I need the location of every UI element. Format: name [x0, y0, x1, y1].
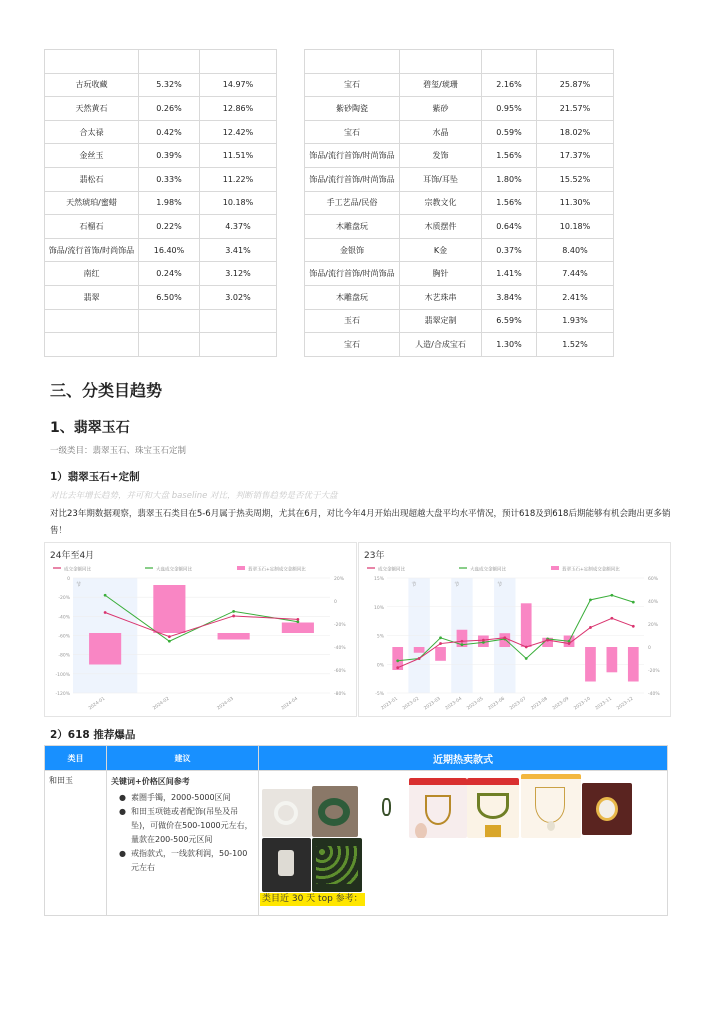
table-cell: 16.40% — [139, 238, 200, 262]
table-cell: 翡翠 — [45, 285, 139, 309]
table-row — [305, 144, 614, 168]
table-cell — [200, 309, 277, 333]
table-cell: 0.37% — [482, 238, 537, 262]
x-tick-label: 2023-08 — [530, 696, 549, 712]
table-cell: 翡翠定制 — [400, 309, 482, 333]
table-cell: 紫砂 — [400, 97, 482, 121]
rec-advice-cell — [107, 771, 259, 916]
bar — [585, 647, 596, 682]
bar — [218, 633, 250, 640]
x-tick-label: 2023-10 — [573, 696, 592, 712]
left-category-table — [44, 49, 277, 357]
subcategory-line: 一级类目：翡翠玉石、珠宝玉石定制 — [50, 446, 187, 456]
table-cell: 1.98% — [139, 191, 200, 215]
table-row — [305, 167, 614, 191]
legend-swatch — [237, 566, 245, 570]
table-row — [45, 120, 277, 144]
rec-category: 和田玉 — [49, 776, 73, 785]
table-cell: 碧玺/琥珊 — [400, 73, 482, 97]
y2-tick-label: -40% — [334, 646, 346, 651]
col-header-hot-styles: 近期热卖款式 — [259, 746, 668, 771]
table-cell: 15.52% — [537, 167, 614, 191]
advice-bullet: ● 素圈手镯，2000-5000区间 — [119, 791, 254, 805]
y-tick-label: -80% — [58, 653, 70, 659]
table-cell: 0.22% — [139, 215, 200, 239]
table-cell: 1.93% — [537, 309, 614, 333]
legend-label: 成交金额同比 — [64, 567, 91, 573]
line-total-point — [418, 657, 421, 660]
table-cell: 18.02% — [537, 120, 614, 144]
x-tick-label: 2024-03 — [216, 696, 235, 712]
table-cell — [400, 50, 482, 74]
right-category-table — [304, 49, 614, 357]
y2-tick-label: -80% — [334, 692, 346, 697]
y-tick-label: 0% — [376, 663, 384, 669]
table-cell: 石榴石 — [45, 215, 139, 239]
line-market-point — [610, 594, 613, 597]
line-total-point — [503, 636, 506, 639]
rec-category-cell — [45, 771, 107, 916]
bar — [414, 647, 425, 653]
table-cell: 5.32% — [139, 73, 200, 97]
advice-bullet: ● 戒指款式，一线款利润，50-100元左右 — [119, 847, 254, 875]
x-tick-label: 2023-04 — [444, 696, 464, 712]
table-cell: 木艺珠串 — [400, 285, 482, 309]
hint-text: 对比去年增长趋势，并可和大盘 baseline 对比，判断销售趋势是否优于大盘 — [50, 491, 338, 501]
table-cell — [139, 50, 200, 74]
y2-tick-label: 20% — [334, 577, 345, 582]
table-cell: 宝石 — [305, 333, 400, 357]
table-cell: 10.18% — [537, 215, 614, 239]
x-tick-label: 2024-02 — [152, 696, 171, 712]
y-tick-label: -5% — [375, 692, 384, 697]
table-cell: 10.18% — [200, 191, 277, 215]
keyword-title: 关键词+价格区间参考 — [111, 777, 190, 786]
line-market-point — [104, 594, 107, 597]
table-cell: 饰品/流行首饰/时尚饰品 — [305, 262, 400, 286]
table-cell: 金丝玉 — [45, 144, 139, 168]
table-row — [305, 285, 614, 309]
table-cell — [139, 333, 200, 357]
band-label: 节 — [76, 582, 82, 588]
chart-2023 — [358, 542, 671, 717]
y-tick-label: 5% — [376, 634, 384, 640]
line-total-point — [546, 639, 549, 642]
subsection-title: 1、翡翠玉石 — [50, 420, 130, 436]
table-cell: 0.64% — [482, 215, 537, 239]
table-cell: 1.52% — [537, 333, 614, 357]
table-row — [45, 191, 277, 215]
table-cell: 水晶 — [400, 120, 482, 144]
line-total-point — [568, 642, 571, 645]
table-cell: 12.86% — [200, 97, 277, 121]
bar — [282, 623, 314, 634]
table-cell: 古玩收藏 — [45, 73, 139, 97]
table-cell — [139, 309, 200, 333]
table-cell: 饰品/流行首饰/时尚饰品 — [305, 144, 400, 168]
pendant-photo — [374, 792, 398, 822]
line-market-point — [632, 601, 635, 604]
x-tick-label: 2024-04 — [280, 696, 300, 712]
table-cell: 0.95% — [482, 97, 537, 121]
bar — [89, 633, 121, 665]
table-row — [45, 262, 277, 286]
table-cell: 1.56% — [482, 144, 537, 168]
table-cell: 0.42% — [139, 120, 200, 144]
table-cell: 发饰 — [400, 144, 482, 168]
table-cell: 14.97% — [200, 73, 277, 97]
necklace-photo-1 — [409, 778, 467, 838]
line-market-point — [168, 640, 171, 643]
y2-tick-label: -20% — [648, 669, 660, 674]
table-row — [45, 50, 277, 74]
y2-tick-label: -40% — [648, 692, 660, 697]
table-row — [45, 215, 277, 239]
table-row — [305, 191, 614, 215]
chart-2024-svg — [45, 543, 358, 718]
x-tick-label: 2023-11 — [594, 696, 614, 712]
table-cell: 0.24% — [139, 262, 200, 286]
line-total-point — [296, 618, 299, 621]
table-row — [305, 215, 614, 239]
table-cell: 胸针 — [400, 262, 482, 286]
table-row — [45, 167, 277, 191]
table-cell: 11.30% — [537, 191, 614, 215]
y2-tick-label: 20% — [648, 623, 659, 628]
necklace-photo-3 — [521, 774, 581, 838]
y2-tick-label: 0 — [648, 646, 651, 651]
table-cell: 3.12% — [200, 262, 277, 286]
chart-2024-title: 24年至4月 — [50, 551, 95, 561]
table-cell: 1.56% — [482, 191, 537, 215]
chart-2023-svg — [359, 543, 672, 718]
x-tick-label: 2024-01 — [87, 696, 107, 712]
line-market-point — [396, 659, 399, 662]
bar — [607, 647, 618, 672]
y2-tick-label: 40% — [648, 600, 659, 605]
line-market-point — [232, 610, 235, 613]
chart-2024 — [44, 542, 357, 717]
table-cell: 6.59% — [482, 309, 537, 333]
table-cell: 宝石 — [305, 73, 400, 97]
table-row — [45, 144, 277, 168]
table-cell — [45, 50, 139, 74]
y-tick-label: -120% — [55, 692, 70, 697]
table-cell: 天然琥珀/蜜蜡 — [45, 191, 139, 215]
top-reference-highlight: 类目近 30 天 top 参考： — [262, 894, 363, 904]
line-market-point — [525, 657, 528, 660]
table-cell: 7.44% — [537, 262, 614, 286]
table-cell: 3.41% — [200, 238, 277, 262]
table-cell: 2.16% — [482, 73, 537, 97]
line-total-point — [396, 666, 399, 669]
line-total-point — [104, 611, 107, 614]
y-tick-label: 10% — [373, 605, 384, 611]
chart-2023-title: 23年 — [364, 551, 385, 561]
y2-tick-label: 0 — [334, 600, 337, 605]
table-cell: 宝石 — [305, 120, 400, 144]
table-row — [305, 97, 614, 121]
y-tick-label: -20% — [58, 596, 70, 602]
line-total-point — [589, 626, 592, 629]
analysis-paragraph: 对比23年期数据观察，翡翠玉石类目在5-6月属于热卖周期，尤其在6月，对比今年4月开始出现超越大盘平均水平情况，预计618及到618后期能够有机会跑出更多销售！ — [50, 509, 671, 536]
col-header-category: 类目 — [45, 746, 107, 771]
line-total-point — [461, 640, 464, 643]
table-row — [45, 333, 277, 357]
table-cell: 17.37% — [537, 144, 614, 168]
table-row — [305, 120, 614, 144]
bar — [153, 585, 185, 633]
y-tick-label: -40% — [58, 615, 70, 621]
table-cell — [45, 333, 139, 357]
bangle-photo — [262, 789, 312, 837]
table-cell — [537, 50, 614, 74]
line-total-point — [232, 615, 235, 618]
table-cell: 8.40% — [537, 238, 614, 262]
y2-tick-label: -60% — [334, 669, 346, 674]
x-tick-label: 2023-03 — [423, 696, 442, 712]
legend-label: 翡翠玉石+定制成交金额同比 — [562, 567, 620, 573]
table-cell: 天然黄石 — [45, 97, 139, 121]
table-cell: 木雕盘玩 — [305, 215, 400, 239]
x-tick-label: 2023-05 — [466, 696, 485, 712]
necklace-photo-2 — [467, 778, 519, 838]
table-cell: 3.02% — [200, 285, 277, 309]
advice-bullet: ● 和田玉项链或者配饰(吊坠及吊坠)，可做价在500-1000元左右，量款在200-500元区间 — [119, 805, 254, 847]
table-cell: 耳饰/耳坠 — [400, 167, 482, 191]
legend-label: 成交金额同比 — [378, 567, 405, 573]
line-total-point — [610, 617, 613, 620]
table-row — [45, 97, 277, 121]
y-tick-label: -100% — [55, 672, 70, 678]
legend-label: 大盘成交金额同比 — [470, 567, 506, 573]
bar — [521, 603, 532, 647]
table-cell: 紫砂陶瓷 — [305, 97, 400, 121]
x-tick-label: 2023-12 — [616, 696, 635, 712]
x-tick-label: 2023-06 — [487, 696, 506, 712]
item1-title: 1）翡翠玉石+定制 — [50, 471, 140, 483]
table-cell: 南红 — [45, 262, 139, 286]
table-cell: 0.59% — [482, 120, 537, 144]
table-cell: 11.51% — [200, 144, 277, 168]
table-row — [305, 73, 614, 97]
section-title: 三、分类目趋势 — [50, 381, 163, 400]
table-cell: 0.39% — [139, 144, 200, 168]
x-tick-label: 2023-02 — [401, 696, 421, 712]
table-cell: 翡松石 — [45, 167, 139, 191]
x-tick-label: 2023-09 — [551, 696, 571, 712]
table-cell: 12.42% — [200, 120, 277, 144]
rings-photo — [312, 838, 362, 892]
legend-label: 大盘成交金额同比 — [156, 567, 192, 573]
bar — [435, 647, 446, 661]
table-row — [45, 73, 277, 97]
table-cell: 4.37% — [200, 215, 277, 239]
table-cell: 玉石 — [305, 309, 400, 333]
table-cell: 饰品/流行首饰/时尚饰品 — [305, 167, 400, 191]
table-cell: 木质摆件 — [400, 215, 482, 239]
gold-pendant-photo — [582, 783, 632, 835]
legend-swatch — [551, 566, 559, 570]
line-market-point — [439, 636, 442, 639]
table-row — [45, 238, 277, 262]
table-cell: 0.26% — [139, 97, 200, 121]
table-cell — [200, 50, 277, 74]
y2-tick-label: -20% — [334, 623, 346, 628]
y-tick-label: -60% — [58, 634, 70, 640]
table-cell: 手工艺品/民俗 — [305, 191, 400, 215]
table-row — [305, 50, 614, 74]
table-row — [45, 285, 277, 309]
table-cell: 宗教文化 — [400, 191, 482, 215]
table-cell: K金 — [400, 238, 482, 262]
table-row — [305, 238, 614, 262]
x-tick-label: 2023-01 — [380, 696, 399, 712]
band-label: 节 — [411, 582, 417, 588]
y-tick-label: 15% — [373, 577, 384, 582]
col-header-advice: 建议 — [107, 746, 259, 771]
bar — [628, 647, 639, 682]
table-cell — [45, 309, 139, 333]
line-total-point — [632, 625, 635, 628]
line-total-point — [439, 642, 442, 645]
table-cell: 人造/合成宝石 — [400, 333, 482, 357]
table-cell: 金银饰 — [305, 238, 400, 262]
y2-tick-label: 60% — [648, 577, 659, 582]
table-cell: 3.84% — [482, 285, 537, 309]
line-total-point — [525, 646, 528, 649]
x-tick-label: 2023-07 — [509, 696, 528, 712]
table-cell: 1.41% — [482, 262, 537, 286]
line-total-point — [168, 635, 171, 638]
line-market-point — [589, 598, 592, 601]
table-cell: 25.87% — [537, 73, 614, 97]
tag-pendant-photo — [262, 838, 311, 892]
advice-list — [111, 791, 254, 875]
table-cell: 2.41% — [537, 285, 614, 309]
table-cell: 饰品/流行首饰/时尚饰品 — [45, 238, 139, 262]
y-tick-label: 0 — [67, 577, 70, 582]
table-row — [45, 309, 277, 333]
table-cell — [305, 50, 400, 74]
table-cell: 21.57% — [537, 97, 614, 121]
table-cell: 合太禄 — [45, 120, 139, 144]
table-cell — [200, 333, 277, 357]
table-cell — [482, 50, 537, 74]
table-cell: 6.50% — [139, 285, 200, 309]
table-cell: 木雕盘玩 — [305, 285, 400, 309]
table-cell: 0.33% — [139, 167, 200, 191]
green-bangle-photo — [312, 786, 358, 837]
table-cell: 1.30% — [482, 333, 537, 357]
table-row — [305, 309, 614, 333]
band-label: 节 — [497, 582, 503, 588]
line-total-point — [482, 639, 485, 642]
band-label: 节 — [454, 582, 460, 588]
table-cell: 1.80% — [482, 167, 537, 191]
line-market-point — [461, 643, 464, 646]
table-cell: 11.22% — [200, 167, 277, 191]
table-row — [305, 262, 614, 286]
legend-label: 翡翠玉石+定制成交金额同比 — [248, 567, 306, 573]
item2-title: 2）618 推荐爆品 — [50, 729, 136, 741]
table-row — [305, 333, 614, 357]
